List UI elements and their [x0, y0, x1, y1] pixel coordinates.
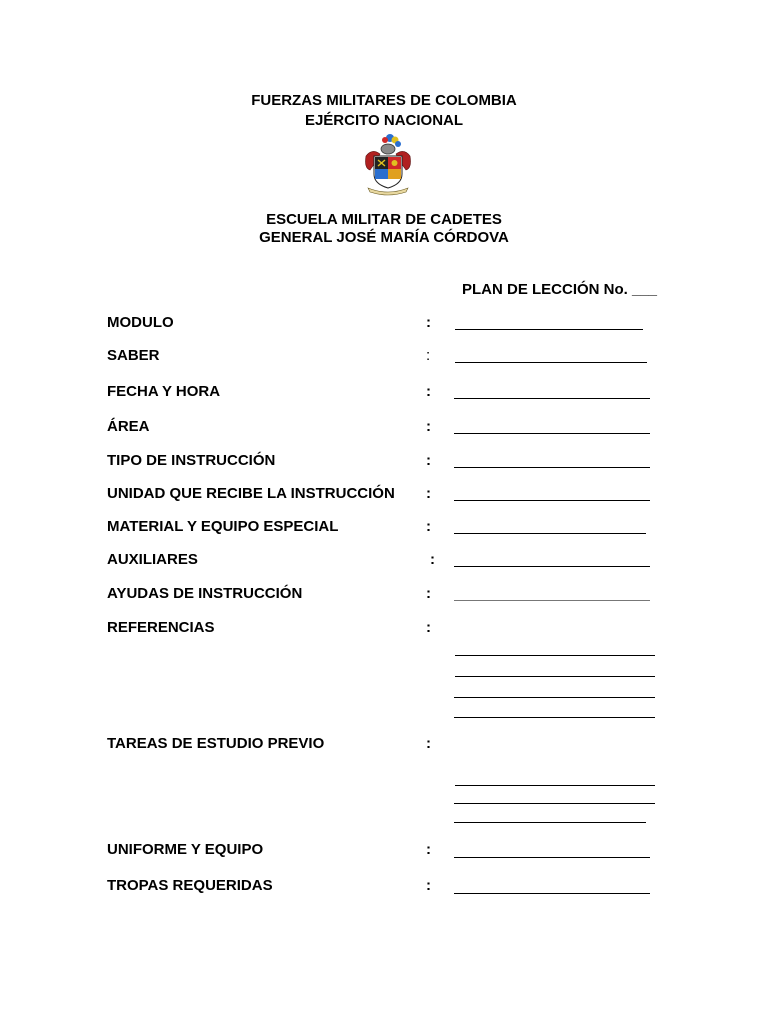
field-label-area: ÁREA	[107, 418, 150, 435]
field-blank-modulo[interactable]	[455, 329, 643, 330]
field-colon: :	[426, 585, 431, 602]
field-label-ayudas: AYUDAS DE INSTRUCCIÓN	[107, 585, 303, 602]
school-line-2: GENERAL JOSÉ MARÍA CÓRDOVA	[259, 229, 509, 246]
field-blank-unidad[interactable]	[454, 500, 650, 501]
field-blank-saber[interactable]	[455, 362, 647, 363]
field-blank-area[interactable]	[454, 433, 650, 434]
field-label-tropas: TROPAS REQUERIDAS	[107, 877, 273, 894]
field-colon: :	[430, 551, 435, 568]
field-label-material-equipo: MATERIAL Y EQUIPO ESPECIAL	[107, 518, 339, 535]
field-colon: :	[426, 418, 431, 435]
field-colon: :	[426, 619, 431, 636]
header-line-1: FUERZAS MILITARES DE COLOMBIA	[251, 92, 517, 109]
field-blank-referencias-4[interactable]	[454, 717, 655, 718]
field-colon: :	[426, 735, 431, 752]
field-label-uniforme: UNIFORME Y EQUIPO	[107, 841, 264, 858]
field-label-tipo-instruccion: TIPO DE INSTRUCCIÓN	[107, 452, 276, 469]
field-colon: :	[426, 877, 431, 894]
field-colon: :	[426, 485, 431, 502]
field-colon: :	[426, 314, 431, 331]
field-label-saber: SABER	[107, 347, 160, 364]
field-blank-referencias-2[interactable]	[455, 676, 655, 677]
plan-title: PLAN DE LECCIÓN No. ___	[462, 281, 658, 298]
field-blank-material-equipo[interactable]	[454, 533, 646, 534]
field-blank-tareas-3[interactable]	[454, 822, 646, 823]
field-blank-ayudas[interactable]	[454, 600, 650, 601]
school-line-1: ESCUELA MILITAR DE CADETES	[266, 211, 502, 228]
field-label-fecha-hora: FECHA Y HORA	[107, 383, 221, 400]
field-label-auxiliares: AUXILIARES	[107, 551, 198, 568]
field-colon: :	[426, 383, 431, 400]
field-label-modulo: MODULO	[107, 314, 174, 331]
field-blank-referencias-1[interactable]	[455, 655, 655, 656]
field-blank-tipo-instruccion[interactable]	[454, 467, 650, 468]
field-colon: :	[426, 518, 431, 535]
coat-of-arms-icon	[360, 132, 416, 196]
field-blank-tareas-1[interactable]	[455, 785, 655, 786]
field-label-unidad: UNIDAD QUE RECIBE LA INSTRUCCIÓN	[107, 485, 395, 502]
field-colon: :	[426, 452, 431, 469]
field-blank-referencias-3[interactable]	[454, 697, 655, 698]
field-blank-uniforme[interactable]	[454, 857, 650, 858]
field-label-tareas: TAREAS DE ESTUDIO PREVIO	[107, 735, 325, 752]
field-blank-fecha-hora[interactable]	[454, 398, 650, 399]
header-line-2: EJÉRCITO NACIONAL	[304, 112, 464, 129]
field-colon: :	[426, 841, 431, 858]
field-label-referencias: REFERENCIAS	[107, 619, 215, 636]
field-blank-tropas[interactable]	[454, 893, 650, 894]
field-blank-auxiliares[interactable]	[454, 566, 650, 567]
field-blank-tareas-2[interactable]	[454, 803, 655, 804]
field-colon: :	[426, 347, 431, 364]
